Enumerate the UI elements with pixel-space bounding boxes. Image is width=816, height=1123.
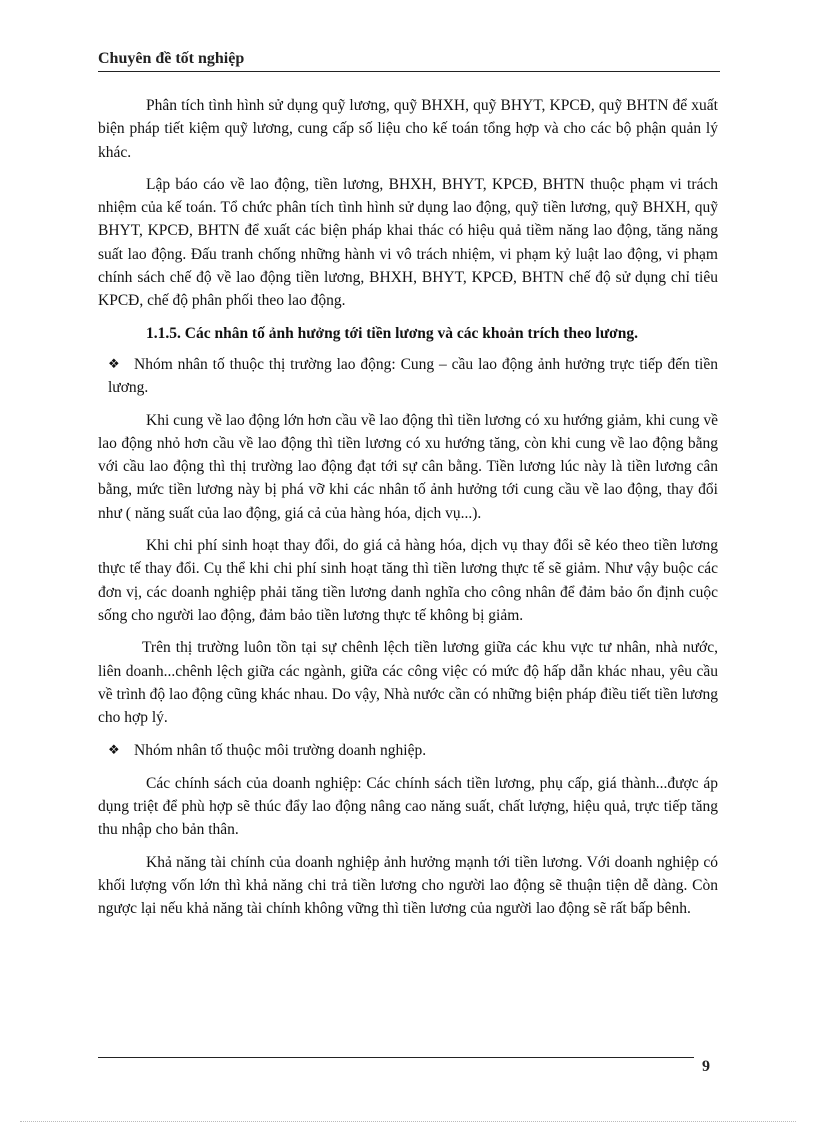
bullet-labor-market: [98, 352, 718, 400]
paragraph-living-cost: Khi chi phí sinh hoạt thay đổi, do giá cả hàng hóa, dịch vụ thay đổi sẽ kéo theo tiền lương thực tế thay đổi. Cụ thể khi chi phí sinh hoạt tăng thì tiền lương thực tế sẽ giảm. Như vậy buộc các đơn vị, các doanh nghiệp phải tăng tiền lương danh nghĩa cho công nhân để đảm bảo ổn định cuộc sống cho người lao động, đảm bảo tiền lương thực tế không bị giảm.: [98, 537, 718, 624]
bullet-text: Nhóm nhân tố thuộc môi trường doanh nghiệp.: [134, 742, 427, 760]
paragraph-financial-capacity: Khả năng tài chính của doanh nghiệp ảnh hưởng mạnh tới tiền lương. Với doanh nghiệp có khối lượng vốn lớn thì khả năng chi trả tiền lương cho người lao động sẽ thuận tiện dễ dàng. Còn ngược lại nếu khả năng tài chính không vững thì tiền lương của người lao động sẽ rất bấp bênh.: [98, 853, 718, 918]
bullet-text: Nhóm nhân tố thuộc thị trường lao động: Cung – cầu lao động ảnh hưởng trực tiếp đến tiền lương.: [108, 355, 718, 397]
paragraph-supply-demand: Khi cung về lao động lớn hơn cầu về lao động thì tiền lương có xu hướng giảm, khi cung về lao động nhỏ hơn cầu về lao động thì tiền lương có xu hướng tăng, còn khi cung về lao động bằng với cầu lao động thì thị trường lao động đạt tới sự cân bằng. Tiền lương lúc này là tiền lương cân bằng, mức tiền lương này bị phá vỡ khi các nhân tố ảnh hưởng tới cung cầu về lao động, thay đổi như ( năng suất của lao động, giá cả của hàng hóa, dịch vụ...).: [98, 411, 718, 522]
page-header-title: Chuyên đề tốt nghiệp: [98, 50, 245, 67]
paragraph-analysis: Phân tích tình hình sử dụng quỹ lương, quỹ BHXH, quỹ BHYT, KPCĐ, quỹ BHTN để xuất biện pháp tiết kiệm quỹ lương, cung cấp số liệu cho kế toán tổng hợp và cho các bộ phận quản lý khác.: [98, 97, 718, 161]
section-heading: 1.1.5. Các nhân tố ảnh hưởng tới tiền lương và các khoản trích theo lương.: [146, 324, 638, 342]
diamond-bullet-icon: ❖: [108, 355, 120, 371]
page-number: 9: [702, 1058, 710, 1075]
diamond-bullet-icon: ❖: [108, 742, 120, 758]
bullet-enterprise-environment: [98, 738, 718, 762]
header-divider: [98, 71, 720, 72]
document-body: [98, 94, 718, 930]
footer-divider: [98, 1057, 694, 1058]
page-bottom-border: [20, 1121, 796, 1122]
paragraph-policies: Các chính sách của doanh nghiệp: Các chính sách tiền lương, phụ cấp, giá thành...được áp dụng triệt để phù hợp sẽ thúc đẩy lao động nâng cao năng suất, chất lượng, hiệu quả, trực tiếp tăng thu nhập cho bản thân.: [98, 774, 718, 839]
paragraph-wage-gap: Trên thị trường luôn tồn tại sự chênh lệch tiền lương giữa các khu vực tư nhân, nhà nước, liên doanh...chênh lệch giữa các ngành, giữa các công việc có mức độ hấp dẫn khác nhau, yêu cầu về trình độ lao động cũng khác nhau. Do vậy, Nhà nước cần có những biện pháp điều tiết tiền lương cho hợp lý.: [98, 639, 718, 727]
paragraph-report: Lập báo cáo về lao động, tiền lương, BHXH, BHYT, KPCĐ, BHTN thuộc phạm vi trách nhiệm của kế toán. Tổ chức phân tích tình hình sử dụng lao động, quỹ tiền lương, quỹ BHXH, quỹ BHYT, KPCĐ, BHTN để xuất các biện pháp khai thác có hiệu quả tiềm năng lao động, tăng năng suất lao động. Đấu tranh chống những hành vi vô trách nhiệm, vi phạm kỷ luật lao động, vi phạm chính sách chế độ về lao động tiền lương, BHXH, BHYT, KPCĐ, BHTN chế độ sử dụng chỉ tiêu KPCĐ, chế độ phân phối theo lao động.: [98, 175, 718, 310]
